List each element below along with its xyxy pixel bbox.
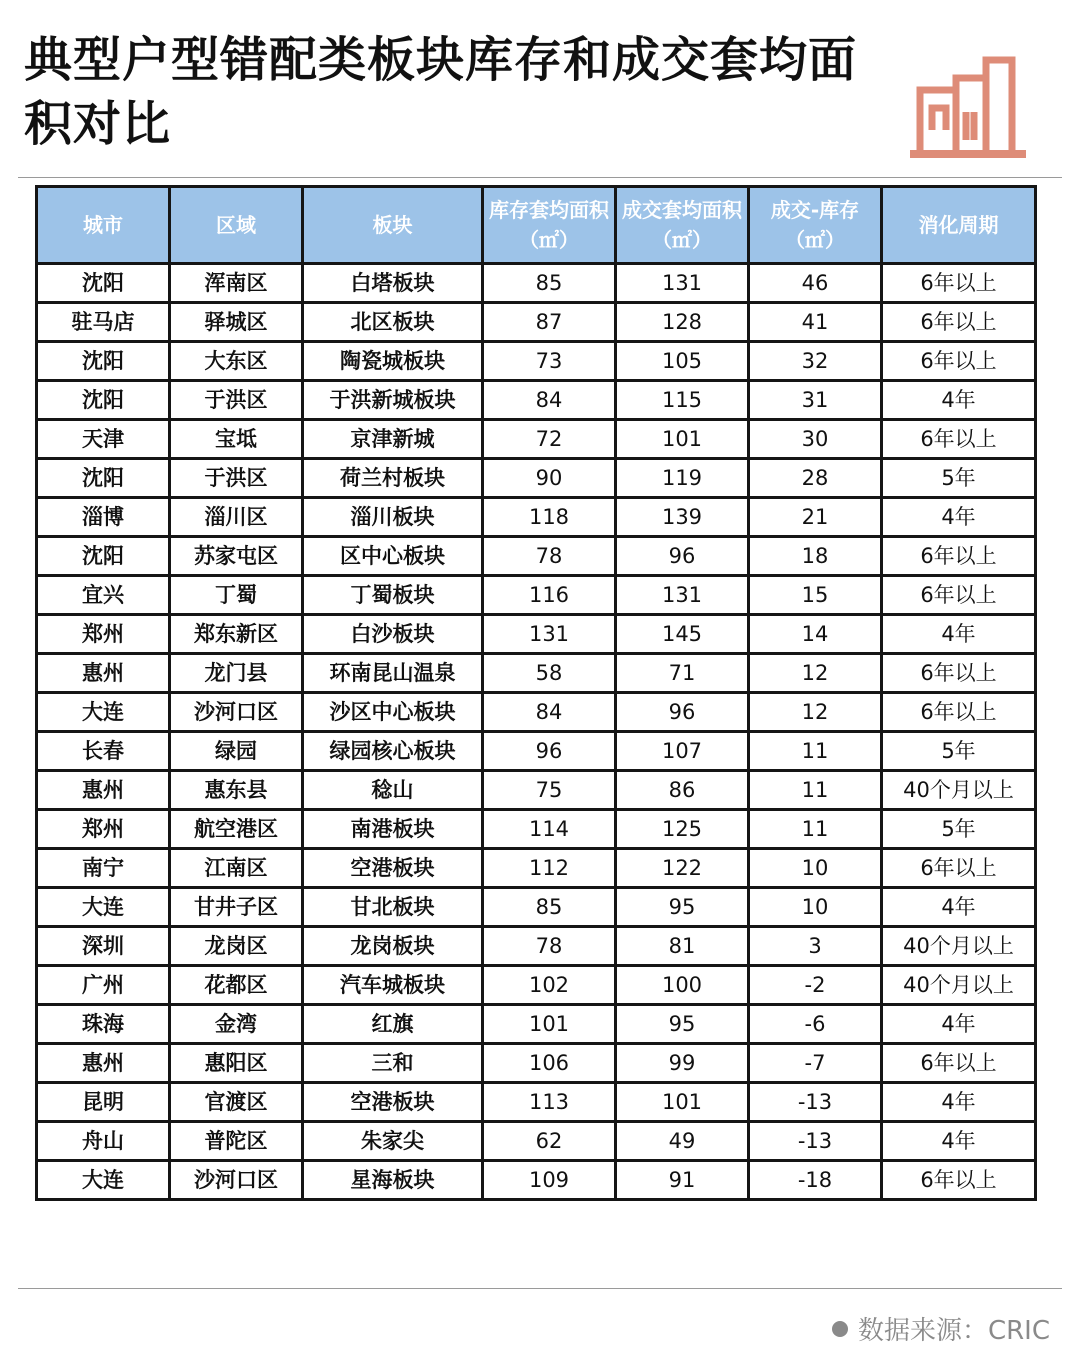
table-cell: 99 — [616, 1044, 749, 1083]
table-cell: 沙河口区 — [170, 693, 303, 732]
table-cell: 6年以上 — [882, 849, 1036, 888]
table-cell: 114 — [483, 810, 616, 849]
table-cell: 丁蜀 — [170, 576, 303, 615]
table-row — [37, 1161, 1036, 1200]
table-cell: 郑东新区 — [170, 615, 303, 654]
table-cell: -13 — [749, 1122, 882, 1161]
table-cell: 106 — [483, 1044, 616, 1083]
table-cell: 105 — [616, 342, 749, 381]
table-cell: 131 — [483, 615, 616, 654]
table-row — [37, 576, 1036, 615]
table-cell: 昆明 — [37, 1083, 170, 1122]
table-cell: 6年以上 — [882, 420, 1036, 459]
table-cell: 85 — [483, 264, 616, 303]
table-cell: 91 — [616, 1161, 749, 1200]
table-cell: -2 — [749, 966, 882, 1005]
table-header-row — [37, 187, 1036, 264]
table-cell: 125 — [616, 810, 749, 849]
table-cell: 龙岗区 — [170, 927, 303, 966]
table-row — [37, 771, 1036, 810]
table-row — [37, 303, 1036, 342]
column-header: 消化周期 — [882, 187, 1036, 264]
table-cell: 85 — [483, 888, 616, 927]
table-cell: 30 — [749, 420, 882, 459]
table-cell: 122 — [616, 849, 749, 888]
table-cell: 46 — [749, 264, 882, 303]
table-cell: 江南区 — [170, 849, 303, 888]
table-cell: 三和 — [303, 1044, 483, 1083]
table-cell: 空港板块 — [303, 849, 483, 888]
table-cell: 5年 — [882, 810, 1036, 849]
table-cell: 101 — [483, 1005, 616, 1044]
table-cell: 驿城区 — [170, 303, 303, 342]
table-cell: 京津新城 — [303, 420, 483, 459]
table-cell: 109 — [483, 1161, 616, 1200]
table-cell: 惠州 — [37, 1044, 170, 1083]
table-cell: 深圳 — [37, 927, 170, 966]
table-cell: 112 — [483, 849, 616, 888]
table-cell: 大连 — [37, 888, 170, 927]
table-row — [37, 459, 1036, 498]
table-cell: 荷兰村板块 — [303, 459, 483, 498]
table-cell: 31 — [749, 381, 882, 420]
table-row — [37, 498, 1036, 537]
table-cell: 18 — [749, 537, 882, 576]
table-cell: 11 — [749, 732, 882, 771]
table-cell: -18 — [749, 1161, 882, 1200]
table-cell: 107 — [616, 732, 749, 771]
table-cell: 6年以上 — [882, 654, 1036, 693]
table-cell: 32 — [749, 342, 882, 381]
table-cell: 惠州 — [37, 771, 170, 810]
table-cell: 4年 — [882, 1005, 1036, 1044]
table-cell: 113 — [483, 1083, 616, 1122]
column-header: 库存套均面积（㎡） — [483, 187, 616, 264]
table-cell: 128 — [616, 303, 749, 342]
column-header: 成交-库存（㎡） — [749, 187, 882, 264]
table-cell: 49 — [616, 1122, 749, 1161]
table-row — [37, 1044, 1036, 1083]
table-cell: 6年以上 — [882, 264, 1036, 303]
table-cell: 6年以上 — [882, 342, 1036, 381]
table-cell: 甘井子区 — [170, 888, 303, 927]
table-cell: 28 — [749, 459, 882, 498]
table-cell: 5年 — [882, 732, 1036, 771]
table-cell: 100 — [616, 966, 749, 1005]
table-row — [37, 1083, 1036, 1122]
table-cell: 84 — [483, 381, 616, 420]
table-cell: 4年 — [882, 1122, 1036, 1161]
table-cell: 淄博 — [37, 498, 170, 537]
table-cell: 78 — [483, 927, 616, 966]
table-cell: 96 — [483, 732, 616, 771]
table-row — [37, 342, 1036, 381]
table-cell: 102 — [483, 966, 616, 1005]
table-cell: 沙河口区 — [170, 1161, 303, 1200]
table-cell: 于洪区 — [170, 381, 303, 420]
table-cell: 长春 — [37, 732, 170, 771]
table-cell: 朱家尖 — [303, 1122, 483, 1161]
page-title: 典型户型错配类板块库存和成交套均面积对比 — [24, 32, 858, 152]
table-cell: 白沙板块 — [303, 615, 483, 654]
table-row — [37, 888, 1036, 927]
table-cell: 绿园核心板块 — [303, 732, 483, 771]
table-cell: 红旗 — [303, 1005, 483, 1044]
table-cell: 丁蜀板块 — [303, 576, 483, 615]
table-row — [37, 381, 1036, 420]
data-source — [832, 1310, 1050, 1347]
column-header: 成交套均面积（㎡） — [616, 187, 749, 264]
table-cell: 陶瓷城板块 — [303, 342, 483, 381]
table-cell: 58 — [483, 654, 616, 693]
table-cell: 81 — [616, 927, 749, 966]
table-cell: 131 — [616, 576, 749, 615]
table-cell: 87 — [483, 303, 616, 342]
bottom-divider — [18, 1288, 1062, 1289]
table-cell: 广州 — [37, 966, 170, 1005]
table-cell: 15 — [749, 576, 882, 615]
table-cell: 3 — [749, 927, 882, 966]
table-cell: 62 — [483, 1122, 616, 1161]
table-cell: 90 — [483, 459, 616, 498]
table-cell: 96 — [616, 537, 749, 576]
table-row — [37, 693, 1036, 732]
table-cell: 苏家屯区 — [170, 537, 303, 576]
table-cell: 131 — [616, 264, 749, 303]
table-cell: 珠海 — [37, 1005, 170, 1044]
table-cell: 115 — [616, 381, 749, 420]
table-cell: 119 — [616, 459, 749, 498]
table-cell: -6 — [749, 1005, 882, 1044]
table-cell: 73 — [483, 342, 616, 381]
table-cell: 4年 — [882, 1083, 1036, 1122]
table-cell: 71 — [616, 654, 749, 693]
table-row — [37, 927, 1036, 966]
table-cell: 大连 — [37, 1161, 170, 1200]
building-logo-icon — [908, 50, 1028, 162]
table-row — [37, 1122, 1036, 1161]
table-cell: 龙门县 — [170, 654, 303, 693]
table-cell: 75 — [483, 771, 616, 810]
table-cell: 惠州 — [37, 654, 170, 693]
table-cell: 95 — [616, 1005, 749, 1044]
table-cell: 12 — [749, 693, 882, 732]
table-cell: 4年 — [882, 498, 1036, 537]
table-cell: 40个月以上 — [882, 966, 1036, 1005]
table-cell: 96 — [616, 693, 749, 732]
table-cell: 惠阳区 — [170, 1044, 303, 1083]
table-cell: 4年 — [882, 888, 1036, 927]
table-row — [37, 420, 1036, 459]
table-cell: 淄川板块 — [303, 498, 483, 537]
table-row — [37, 810, 1036, 849]
table-cell: 空港板块 — [303, 1083, 483, 1122]
table-row — [37, 615, 1036, 654]
table-cell: 汽车城板块 — [303, 966, 483, 1005]
table-cell: 78 — [483, 537, 616, 576]
table-cell: 舟山 — [37, 1122, 170, 1161]
table-cell: 环南昆山温泉 — [303, 654, 483, 693]
table-cell: 84 — [483, 693, 616, 732]
table-cell: 北区板块 — [303, 303, 483, 342]
table-cell: 6年以上 — [882, 537, 1036, 576]
table-cell: 官渡区 — [170, 1083, 303, 1122]
column-header: 板块 — [303, 187, 483, 264]
table-cell: 139 — [616, 498, 749, 537]
table-cell: 星海板块 — [303, 1161, 483, 1200]
table-cell: 甘北板块 — [303, 888, 483, 927]
table-cell: 沈阳 — [37, 264, 170, 303]
table-cell: 5年 — [882, 459, 1036, 498]
table-cell: 101 — [616, 420, 749, 459]
table-cell: 6年以上 — [882, 1044, 1036, 1083]
bullet-icon — [832, 1321, 848, 1337]
table-cell: 14 — [749, 615, 882, 654]
table-cell: 21 — [749, 498, 882, 537]
table-cell: 稔山 — [303, 771, 483, 810]
table-cell: 95 — [616, 888, 749, 927]
table-cell: 白塔板块 — [303, 264, 483, 303]
table-cell: 41 — [749, 303, 882, 342]
table-cell: 6年以上 — [882, 303, 1036, 342]
table-cell: 4年 — [882, 381, 1036, 420]
column-header: 城市 — [37, 187, 170, 264]
table-cell: 11 — [749, 771, 882, 810]
table-cell: 6年以上 — [882, 693, 1036, 732]
table-cell: 驻马店 — [37, 303, 170, 342]
table-row — [37, 849, 1036, 888]
table-cell: 118 — [483, 498, 616, 537]
table-cell: 淄川区 — [170, 498, 303, 537]
table-cell: 花都区 — [170, 966, 303, 1005]
table-cell: 大东区 — [170, 342, 303, 381]
table-cell: 宜兴 — [37, 576, 170, 615]
table-cell: 10 — [749, 849, 882, 888]
table-cell: 郑州 — [37, 615, 170, 654]
table-cell: 6年以上 — [882, 1161, 1036, 1200]
table-cell: -7 — [749, 1044, 882, 1083]
table-cell: 于洪新城板块 — [303, 381, 483, 420]
table-cell: 天津 — [37, 420, 170, 459]
table-cell: 40个月以上 — [882, 771, 1036, 810]
table-cell: 12 — [749, 654, 882, 693]
table-cell: 116 — [483, 576, 616, 615]
table-row — [37, 654, 1036, 693]
table-cell: 沈阳 — [37, 381, 170, 420]
table-cell: 南港板块 — [303, 810, 483, 849]
table-cell: 101 — [616, 1083, 749, 1122]
table-row — [37, 732, 1036, 771]
table-cell: 大连 — [37, 693, 170, 732]
column-header: 区域 — [170, 187, 303, 264]
table-cell: 86 — [616, 771, 749, 810]
table-cell: 绿园 — [170, 732, 303, 771]
table-row — [37, 264, 1036, 303]
data-source-label: 数据来源：CRIC — [857, 1316, 1050, 1346]
table-cell: -13 — [749, 1083, 882, 1122]
table-cell: 6年以上 — [882, 576, 1036, 615]
table-cell: 航空港区 — [170, 810, 303, 849]
table-cell: 40个月以上 — [882, 927, 1036, 966]
table-cell: 145 — [616, 615, 749, 654]
table-row — [37, 966, 1036, 1005]
table-cell: 沈阳 — [37, 342, 170, 381]
table-cell: 于洪区 — [170, 459, 303, 498]
table-row — [37, 1005, 1036, 1044]
table-cell: 沈阳 — [37, 459, 170, 498]
table-cell: 4年 — [882, 615, 1036, 654]
table-cell: 沙区中心板块 — [303, 693, 483, 732]
table-row — [37, 537, 1036, 576]
data-table — [35, 185, 1037, 1201]
table-cell: 区中心板块 — [303, 537, 483, 576]
table-cell: 宝坻 — [170, 420, 303, 459]
table-cell: 龙岗板块 — [303, 927, 483, 966]
top-divider — [18, 177, 1062, 178]
table-cell: 普陀区 — [170, 1122, 303, 1161]
table-cell: 10 — [749, 888, 882, 927]
table-cell: 沈阳 — [37, 537, 170, 576]
table-cell: 72 — [483, 420, 616, 459]
table-body — [37, 264, 1036, 1200]
table-cell: 南宁 — [37, 849, 170, 888]
table-cell: 11 — [749, 810, 882, 849]
table-cell: 金湾 — [170, 1005, 303, 1044]
table-cell: 郑州 — [37, 810, 170, 849]
table-cell: 浑南区 — [170, 264, 303, 303]
table-cell: 惠东县 — [170, 771, 303, 810]
